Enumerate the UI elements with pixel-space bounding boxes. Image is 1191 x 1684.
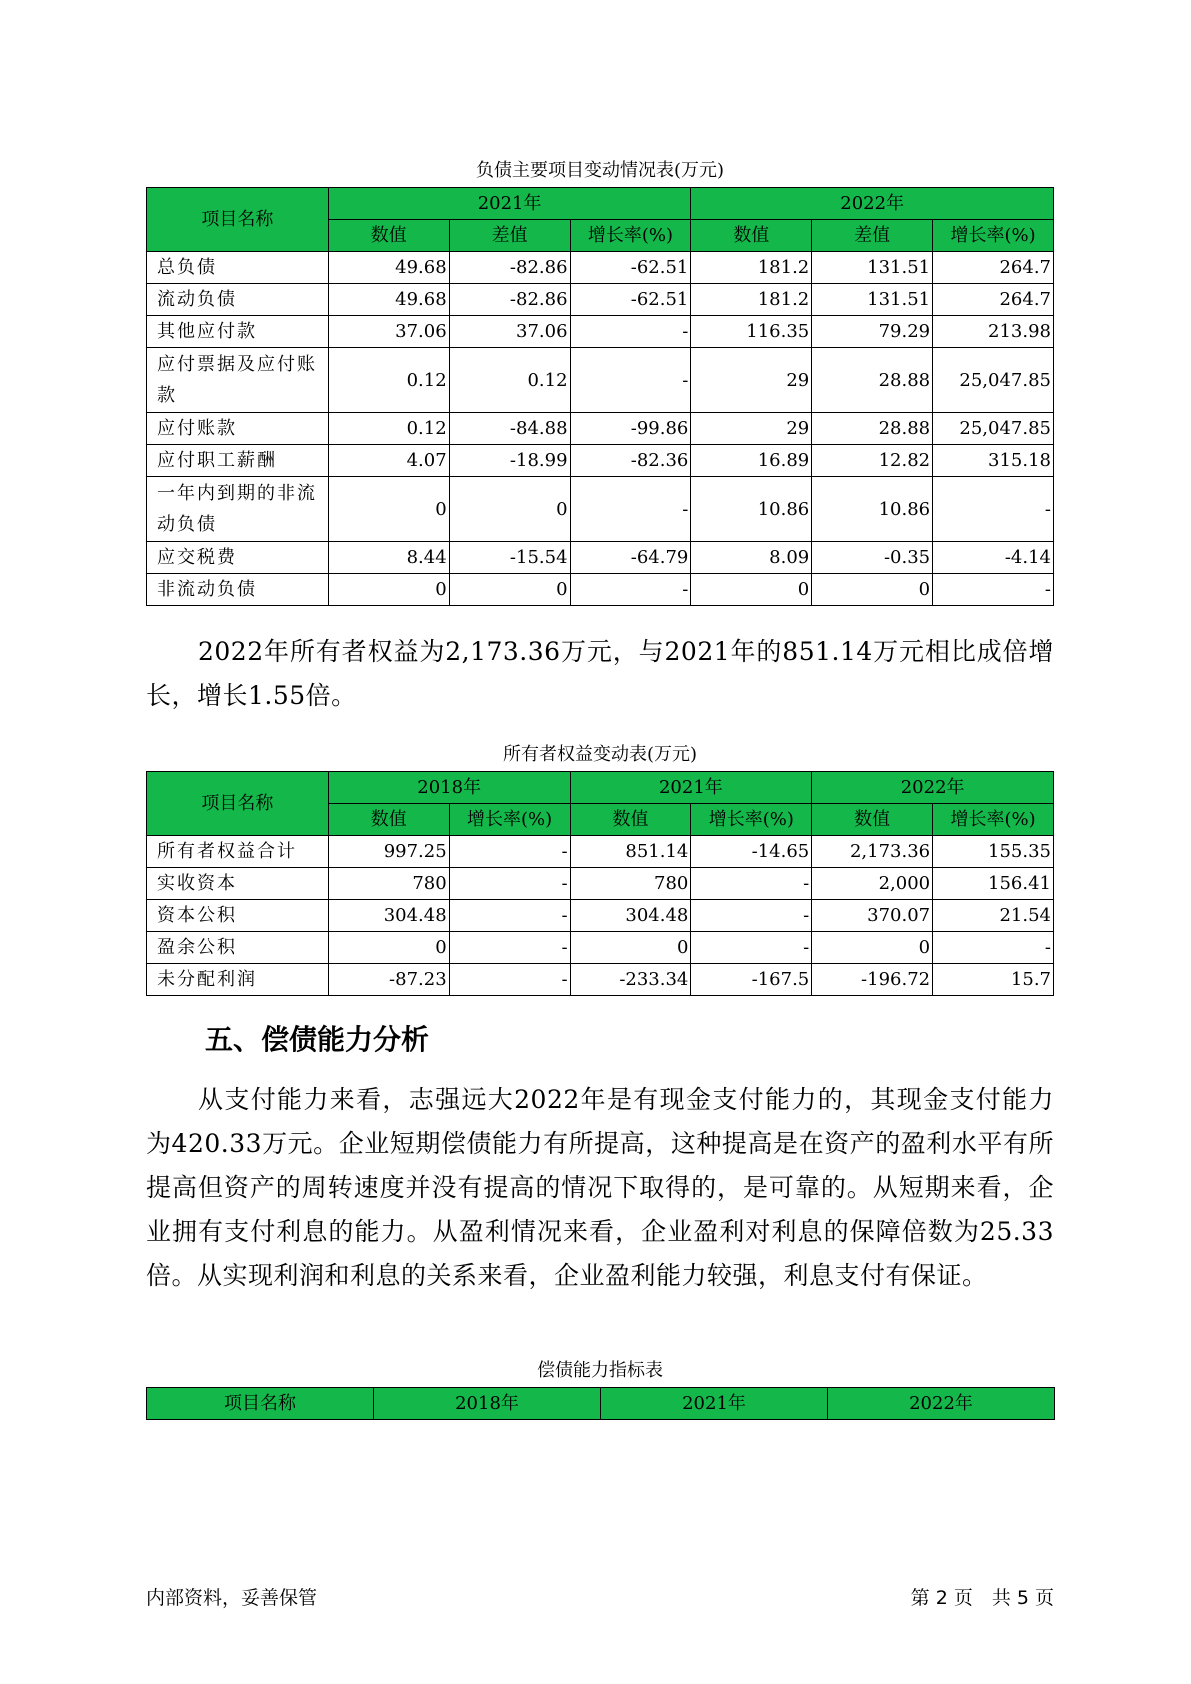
table-cell: 12.82 bbox=[812, 445, 933, 477]
table-row bbox=[147, 542, 1054, 574]
table-cell: - bbox=[449, 836, 570, 868]
table-cell: 315.18 bbox=[933, 445, 1054, 477]
table-cell: 49.68 bbox=[328, 252, 449, 284]
table-cell: - bbox=[933, 574, 1054, 606]
table-row bbox=[147, 284, 1054, 316]
table-row bbox=[147, 445, 1054, 477]
table2-group-header: 2022年 bbox=[812, 772, 1054, 804]
table2-subheader: 数值 bbox=[570, 804, 691, 836]
table-cell: 0 bbox=[328, 932, 449, 964]
table-cell: 4.07 bbox=[328, 445, 449, 477]
solvency-analysis-paragraph: 从支付能力来看，志强远大2022年是有现金支付能力的，其现金支付能力为420.33万元。企业短期偿债能力有所提高，这种提高是在资产的盈利水平有所提高但资产的周转速度并没有提高的情况下取得的，是可靠的。从短期来看，企业拥有支付利息的能力。从盈利情况来看，企业盈利对利息的保障倍数为25.33倍。从实现利润和利息的关系来看，企业盈利能力较强，利息支付有保证。 bbox=[146, 1085, 1054, 1290]
table2-group-header: 2021年 bbox=[570, 772, 812, 804]
table-cell: -18.99 bbox=[449, 445, 570, 477]
table-cell: -64.79 bbox=[570, 542, 691, 574]
table-cell: -62.51 bbox=[570, 252, 691, 284]
table-cell: 29 bbox=[691, 348, 812, 413]
row-label: 应付票据及应付账款 bbox=[147, 348, 329, 413]
table-cell: 28.88 bbox=[812, 348, 933, 413]
table3-caption: 偿债能力指标表 bbox=[537, 1360, 663, 1381]
row-label: 应交税费 bbox=[147, 542, 329, 574]
table1-subheader: 数值 bbox=[691, 220, 812, 252]
table-row bbox=[147, 316, 1054, 348]
table-cell: 10.86 bbox=[691, 477, 812, 542]
table-cell: 25,047.85 bbox=[933, 348, 1054, 413]
footer-confidential-note: 内部资料，妥善保管 bbox=[146, 1587, 318, 1609]
table-cell: -82.86 bbox=[449, 284, 570, 316]
row-label: 实收资本 bbox=[147, 868, 329, 900]
table-cell: -4.14 bbox=[933, 542, 1054, 574]
table1-group-header: 2021年 bbox=[328, 188, 691, 220]
table-cell: -87.23 bbox=[328, 964, 449, 996]
row-label: 流动负债 bbox=[147, 284, 329, 316]
row-label: 所有者权益合计 bbox=[147, 836, 329, 868]
row-label: 资本公积 bbox=[147, 900, 329, 932]
table-cell: 16.89 bbox=[691, 445, 812, 477]
table-cell: 155.35 bbox=[933, 836, 1054, 868]
table-cell: -14.65 bbox=[691, 836, 812, 868]
table-cell: - bbox=[570, 316, 691, 348]
table-cell: 0.12 bbox=[328, 413, 449, 445]
table1-caption: 负债主要项目变动情况表(万元) bbox=[475, 160, 725, 181]
table-cell: 131.51 bbox=[812, 284, 933, 316]
table-cell: 0 bbox=[328, 477, 449, 542]
table1-subheader: 差值 bbox=[812, 220, 933, 252]
table-cell: 0.12 bbox=[449, 348, 570, 413]
table-cell: 0 bbox=[449, 477, 570, 542]
table-cell: 8.09 bbox=[691, 542, 812, 574]
equity-summary-paragraph: 2022年所有者权益为2,173.36万元，与2021年的851.14万元相比成倍增长，增长1.55倍。 bbox=[146, 637, 1054, 710]
table-cell: 304.48 bbox=[570, 900, 691, 932]
table-cell: 156.41 bbox=[933, 868, 1054, 900]
table-cell: - bbox=[933, 477, 1054, 542]
table2-subheader: 增长率(%) bbox=[691, 804, 812, 836]
table-row bbox=[147, 900, 1054, 932]
table-cell: 0 bbox=[449, 574, 570, 606]
table-cell: -196.72 bbox=[812, 964, 933, 996]
footer-page-number: 第 2 页 共 5 页 bbox=[910, 1587, 1054, 1609]
table-cell: -82.86 bbox=[449, 252, 570, 284]
table-cell: - bbox=[691, 900, 812, 932]
table-cell: - bbox=[570, 574, 691, 606]
table-cell: -0.35 bbox=[812, 542, 933, 574]
table-cell: 79.29 bbox=[812, 316, 933, 348]
table-cell: 37.06 bbox=[328, 316, 449, 348]
row-label: 应付职工薪酬 bbox=[147, 445, 329, 477]
liabilities-table bbox=[146, 187, 1054, 606]
table1-group-header: 2022年 bbox=[691, 188, 1054, 220]
table3-header: 项目名称 bbox=[147, 1388, 374, 1420]
equity-table bbox=[146, 771, 1054, 996]
table-cell: 116.35 bbox=[691, 316, 812, 348]
table-cell: 29 bbox=[691, 413, 812, 445]
row-label: 总负债 bbox=[147, 252, 329, 284]
table1-subheader: 数值 bbox=[328, 220, 449, 252]
table-cell: 851.14 bbox=[570, 836, 691, 868]
table-cell: 0 bbox=[570, 932, 691, 964]
table-cell: -15.54 bbox=[449, 542, 570, 574]
table-row bbox=[147, 868, 1054, 900]
table-cell: 2,000 bbox=[812, 868, 933, 900]
table2-subheader: 增长率(%) bbox=[933, 804, 1054, 836]
table-cell: 49.68 bbox=[328, 284, 449, 316]
table-row bbox=[147, 964, 1054, 996]
table-cell: 213.98 bbox=[933, 316, 1054, 348]
table-cell: 0.12 bbox=[328, 348, 449, 413]
table-cell: 8.44 bbox=[328, 542, 449, 574]
table-cell: - bbox=[691, 932, 812, 964]
table-cell: 780 bbox=[328, 868, 449, 900]
table-cell: 780 bbox=[570, 868, 691, 900]
table-row bbox=[147, 348, 1054, 413]
table-cell: 131.51 bbox=[812, 252, 933, 284]
table-cell: 181.2 bbox=[691, 284, 812, 316]
table3-header: 2018年 bbox=[374, 1388, 601, 1420]
table-cell: -84.88 bbox=[449, 413, 570, 445]
table-cell: 264.7 bbox=[933, 284, 1054, 316]
table1-subheader: 增长率(%) bbox=[570, 220, 691, 252]
table1-subheader: 差值 bbox=[449, 220, 570, 252]
table1-name-header: 项目名称 bbox=[147, 188, 329, 252]
table2-group-header: 2018年 bbox=[328, 772, 570, 804]
table-row bbox=[147, 252, 1054, 284]
table-cell: 370.07 bbox=[812, 900, 933, 932]
table-cell: -233.34 bbox=[570, 964, 691, 996]
table-cell: - bbox=[933, 932, 1054, 964]
table-cell: -99.86 bbox=[570, 413, 691, 445]
table-cell: - bbox=[449, 964, 570, 996]
table2-caption: 所有者权益变动表(万元) bbox=[502, 744, 698, 765]
table-cell: 28.88 bbox=[812, 413, 933, 445]
table-row bbox=[147, 477, 1054, 542]
table2-name-header: 项目名称 bbox=[147, 772, 329, 836]
row-label: 应付账款 bbox=[147, 413, 329, 445]
table2-subheader: 数值 bbox=[328, 804, 449, 836]
row-label: 一年内到期的非流动负债 bbox=[147, 477, 329, 542]
table-cell: 0 bbox=[328, 574, 449, 606]
table3-header: 2021年 bbox=[601, 1388, 828, 1420]
table2-subheader: 数值 bbox=[812, 804, 933, 836]
table-cell: 0 bbox=[812, 574, 933, 606]
table-cell: 2,173.36 bbox=[812, 836, 933, 868]
table-cell: 181.2 bbox=[691, 252, 812, 284]
table-cell: 304.48 bbox=[328, 900, 449, 932]
table-cell: -62.51 bbox=[570, 284, 691, 316]
table-cell: 25,047.85 bbox=[933, 413, 1054, 445]
table2-subheader: 增长率(%) bbox=[449, 804, 570, 836]
table-cell: - bbox=[570, 477, 691, 542]
table-cell: - bbox=[570, 348, 691, 413]
solvency-indicator-table bbox=[146, 1387, 1055, 1420]
table-cell: 264.7 bbox=[933, 252, 1054, 284]
table-row bbox=[147, 836, 1054, 868]
table-cell: - bbox=[449, 932, 570, 964]
table-cell: - bbox=[449, 900, 570, 932]
row-label: 非流动负债 bbox=[147, 574, 329, 606]
table-cell: 0 bbox=[691, 574, 812, 606]
table-row bbox=[147, 413, 1054, 445]
table-cell: 0 bbox=[812, 932, 933, 964]
table-row bbox=[147, 932, 1054, 964]
section-heading: 五、偿债能力分析 bbox=[205, 1023, 430, 1056]
table-cell: 15.7 bbox=[933, 964, 1054, 996]
table-cell: - bbox=[691, 868, 812, 900]
table-cell: -167.5 bbox=[691, 964, 812, 996]
table-cell: - bbox=[449, 868, 570, 900]
table-cell: 10.86 bbox=[812, 477, 933, 542]
table3-header: 2022年 bbox=[828, 1388, 1055, 1420]
table-cell: 37.06 bbox=[449, 316, 570, 348]
row-label: 其他应付款 bbox=[147, 316, 329, 348]
table-row bbox=[147, 574, 1054, 606]
table-cell: 997.25 bbox=[328, 836, 449, 868]
table1-subheader: 增长率(%) bbox=[933, 220, 1054, 252]
row-label: 未分配利润 bbox=[147, 964, 329, 996]
row-label: 盈余公积 bbox=[147, 932, 329, 964]
table-cell: 21.54 bbox=[933, 900, 1054, 932]
table-cell: -82.36 bbox=[570, 445, 691, 477]
